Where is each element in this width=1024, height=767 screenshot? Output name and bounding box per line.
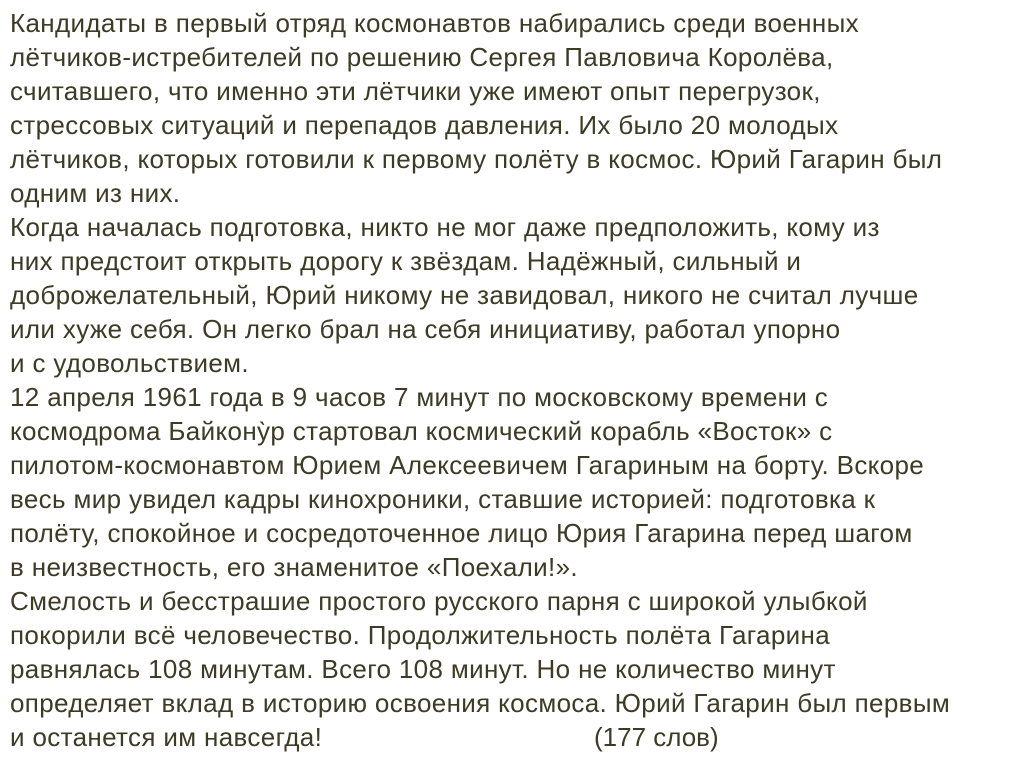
text-line: в неизвестность, его знаменитое «Поехали!».	[10, 552, 578, 582]
text-line: или хуже себя. Он легко брал на себя инициативу, работал упорно	[10, 314, 841, 344]
text-line: Смелость и бесстрашие простого русского парня с широкой улыбкой	[10, 586, 868, 616]
text-line: и с удовольствием.	[10, 348, 249, 378]
text-line: одним из них.	[10, 178, 181, 208]
text-line: и останется им навсегда!	[10, 722, 323, 752]
text-line: определяет вклад в историю освоения космоса. Юрий Гагарин был первым	[10, 688, 951, 718]
text-line: космодрома Байкону̀р стартовал космический корабль «Восток» с	[10, 416, 833, 446]
text-line: Кандидаты в первый отряд космонавтов набирались среди военных	[10, 8, 859, 38]
text-line: них предстоит открыть дорогу к звёздам. Надёжный, сильный и	[10, 246, 802, 276]
text-line: стрессовых ситуаций и перепадов давления. Их было 20 молодых	[10, 110, 839, 140]
text-line: доброжелательный, Юрий никому не завидовал, никого не считал лучше	[10, 280, 919, 310]
text-line: 12 апреля 1961 года в 9 часов 7 минут по московскому времени с	[10, 382, 829, 412]
word-count: (177 слов)	[594, 722, 719, 752]
text-line: равнялась 108 минутам. Всего 108 минут. Но не количество минут	[10, 654, 836, 684]
text-line: лётчиков, которых готовили к первому полёту в космос. Юрий Гагарин был	[10, 144, 943, 174]
text-line: покорили всё человечество. Продолжительность полёта Гагарина	[10, 620, 831, 650]
text-line: весь мир увидел кадры кинохроники, ставшие историей: подготовка к	[10, 484, 876, 514]
text-line: пилотом-космонавтом Юрием Алексеевичем Гагариным на борту. Вскоре	[10, 450, 925, 480]
text-line: полёту, спокойное и сосредоточенное лицо Юрия Гагарина перед шагом	[10, 518, 913, 548]
text-line: Когда началась подготовка, никто не мог даже предположить, кому из	[10, 212, 880, 242]
text-line: лётчиков-истребителей по решению Сергея Павловича Королёва,	[10, 42, 834, 72]
text-line: считавшего, что именно эти лётчики уже имеют опыт перегрузок,	[10, 76, 821, 106]
